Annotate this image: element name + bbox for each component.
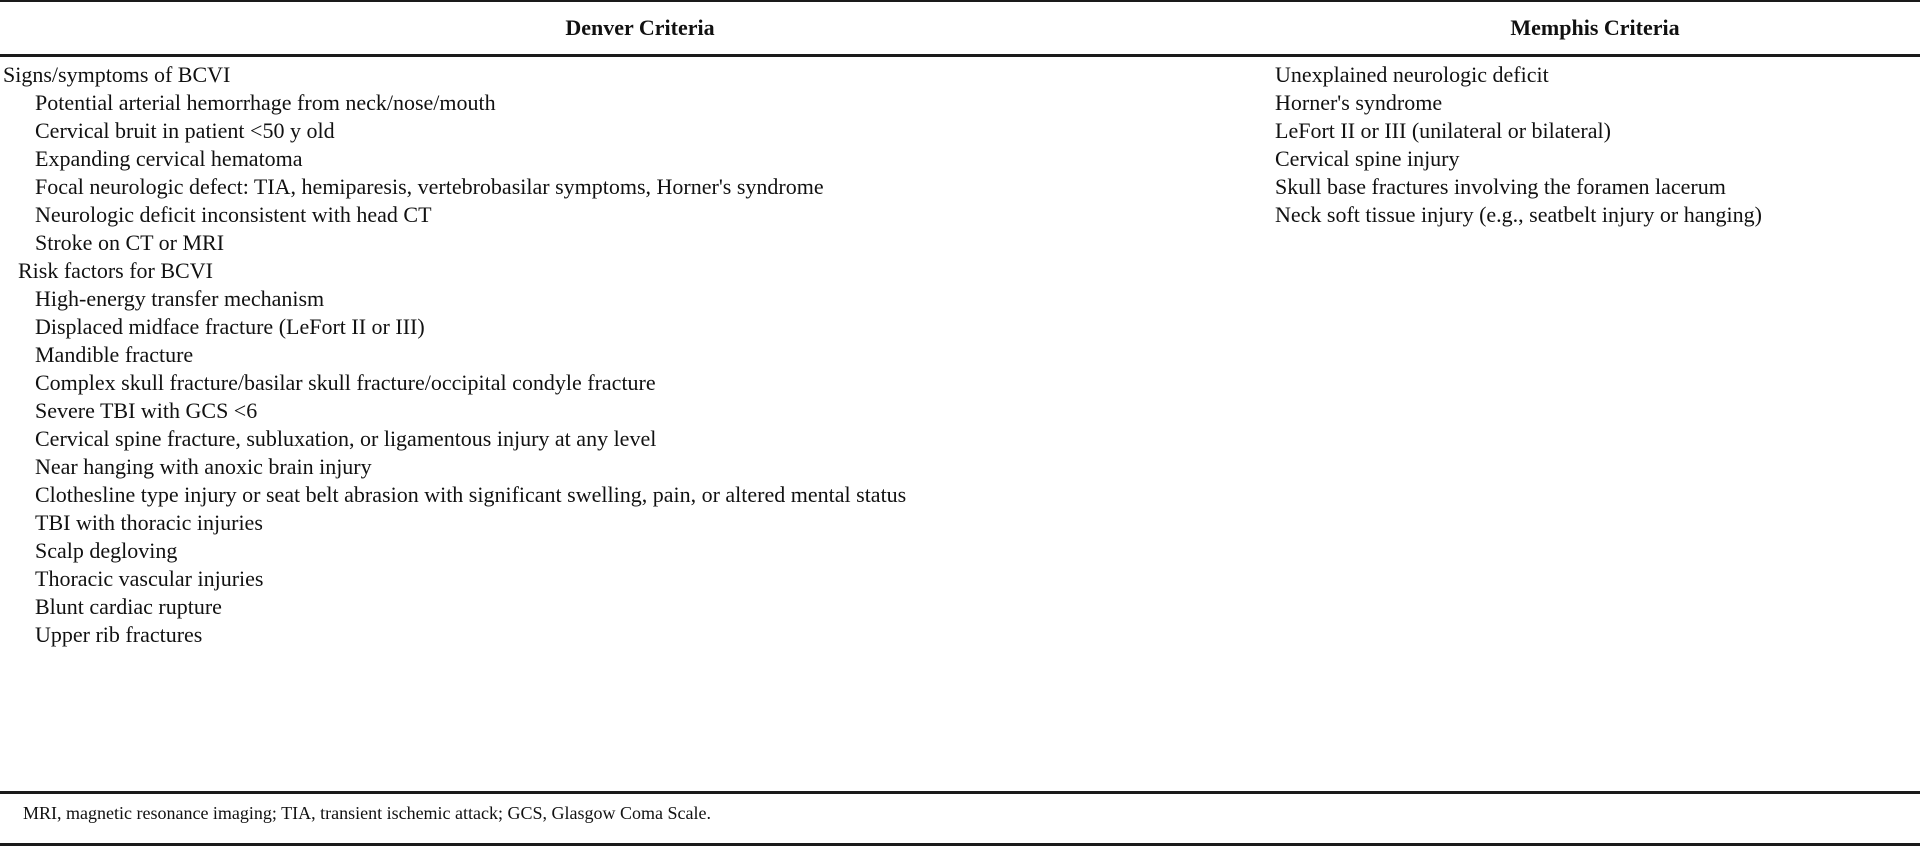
list-item: Expanding cervical hematoma	[35, 146, 303, 171]
list-item: Focal neurologic defect: TIA, hemiparesis, vertebrobasilar symptoms, Horner's syndrome	[35, 174, 824, 199]
table-footnote: MRI, magnetic resonance imaging; TIA, transient ischemic attack; GCS, Glasgow Coma Scale.	[23, 803, 711, 823]
list-item: Complex skull fracture/basilar skull fracture/occipital condyle fracture	[35, 370, 656, 395]
list-item: LeFort II or III (unilateral or bilateral)	[1275, 118, 1611, 143]
list-item: Scalp degloving	[35, 538, 178, 563]
footnote-rule	[0, 791, 1920, 794]
list-item: High-energy transfer mechanism	[35, 286, 325, 311]
list-item: Unexplained neurologic deficit	[1275, 62, 1549, 87]
list-item: Clothesline type injury or seat belt abrasion with significant swelling, pain, or altered mental status	[35, 482, 907, 507]
list-item: Near hanging with anoxic brain injury	[35, 454, 372, 479]
memphis-criteria-list	[1275, 61, 1762, 229]
list-item: Cervical spine fracture, subluxation, or ligamentous injury at any level	[35, 426, 657, 451]
list-item: Neurologic deficit inconsistent with head CT	[35, 202, 432, 227]
list-item: Mandible fracture	[35, 342, 194, 367]
list-item: Displaced midface fracture (LeFort II or III)	[35, 314, 425, 339]
header-rule	[0, 54, 1920, 57]
list-item: Severe TBI with GCS <6	[35, 398, 258, 423]
list-item: Thoracic vascular injuries	[35, 566, 264, 591]
group-heading-risk-factors: Risk factors for BCVI	[18, 258, 213, 283]
list-item: Cervical bruit in patient <50 y old	[35, 118, 335, 143]
list-item: Upper rib fractures	[35, 622, 203, 647]
group-heading-signs: Signs/symptoms of BCVI	[3, 62, 231, 87]
memphis-column-header: Memphis Criteria	[1510, 15, 1680, 40]
list-item: Potential arterial hemorrhage from neck/nose/mouth	[35, 90, 496, 115]
denver-criteria-list	[3, 61, 906, 649]
list-item: TBI with thoracic injuries	[35, 510, 263, 535]
list-item: Blunt cardiac rupture	[35, 594, 222, 619]
denver-column-header: Denver Criteria	[565, 15, 715, 40]
list-item: Cervical spine injury	[1275, 146, 1460, 171]
list-item: Neck soft tissue injury (e.g., seatbelt injury or hanging)	[1275, 202, 1762, 227]
table-top-rule	[0, 0, 1920, 2]
list-item: Skull base fractures involving the foramen lacerum	[1275, 174, 1726, 199]
table-bottom-rule	[0, 843, 1920, 846]
list-item: Stroke on CT or MRI	[35, 230, 225, 255]
list-item: Horner's syndrome	[1275, 90, 1443, 115]
